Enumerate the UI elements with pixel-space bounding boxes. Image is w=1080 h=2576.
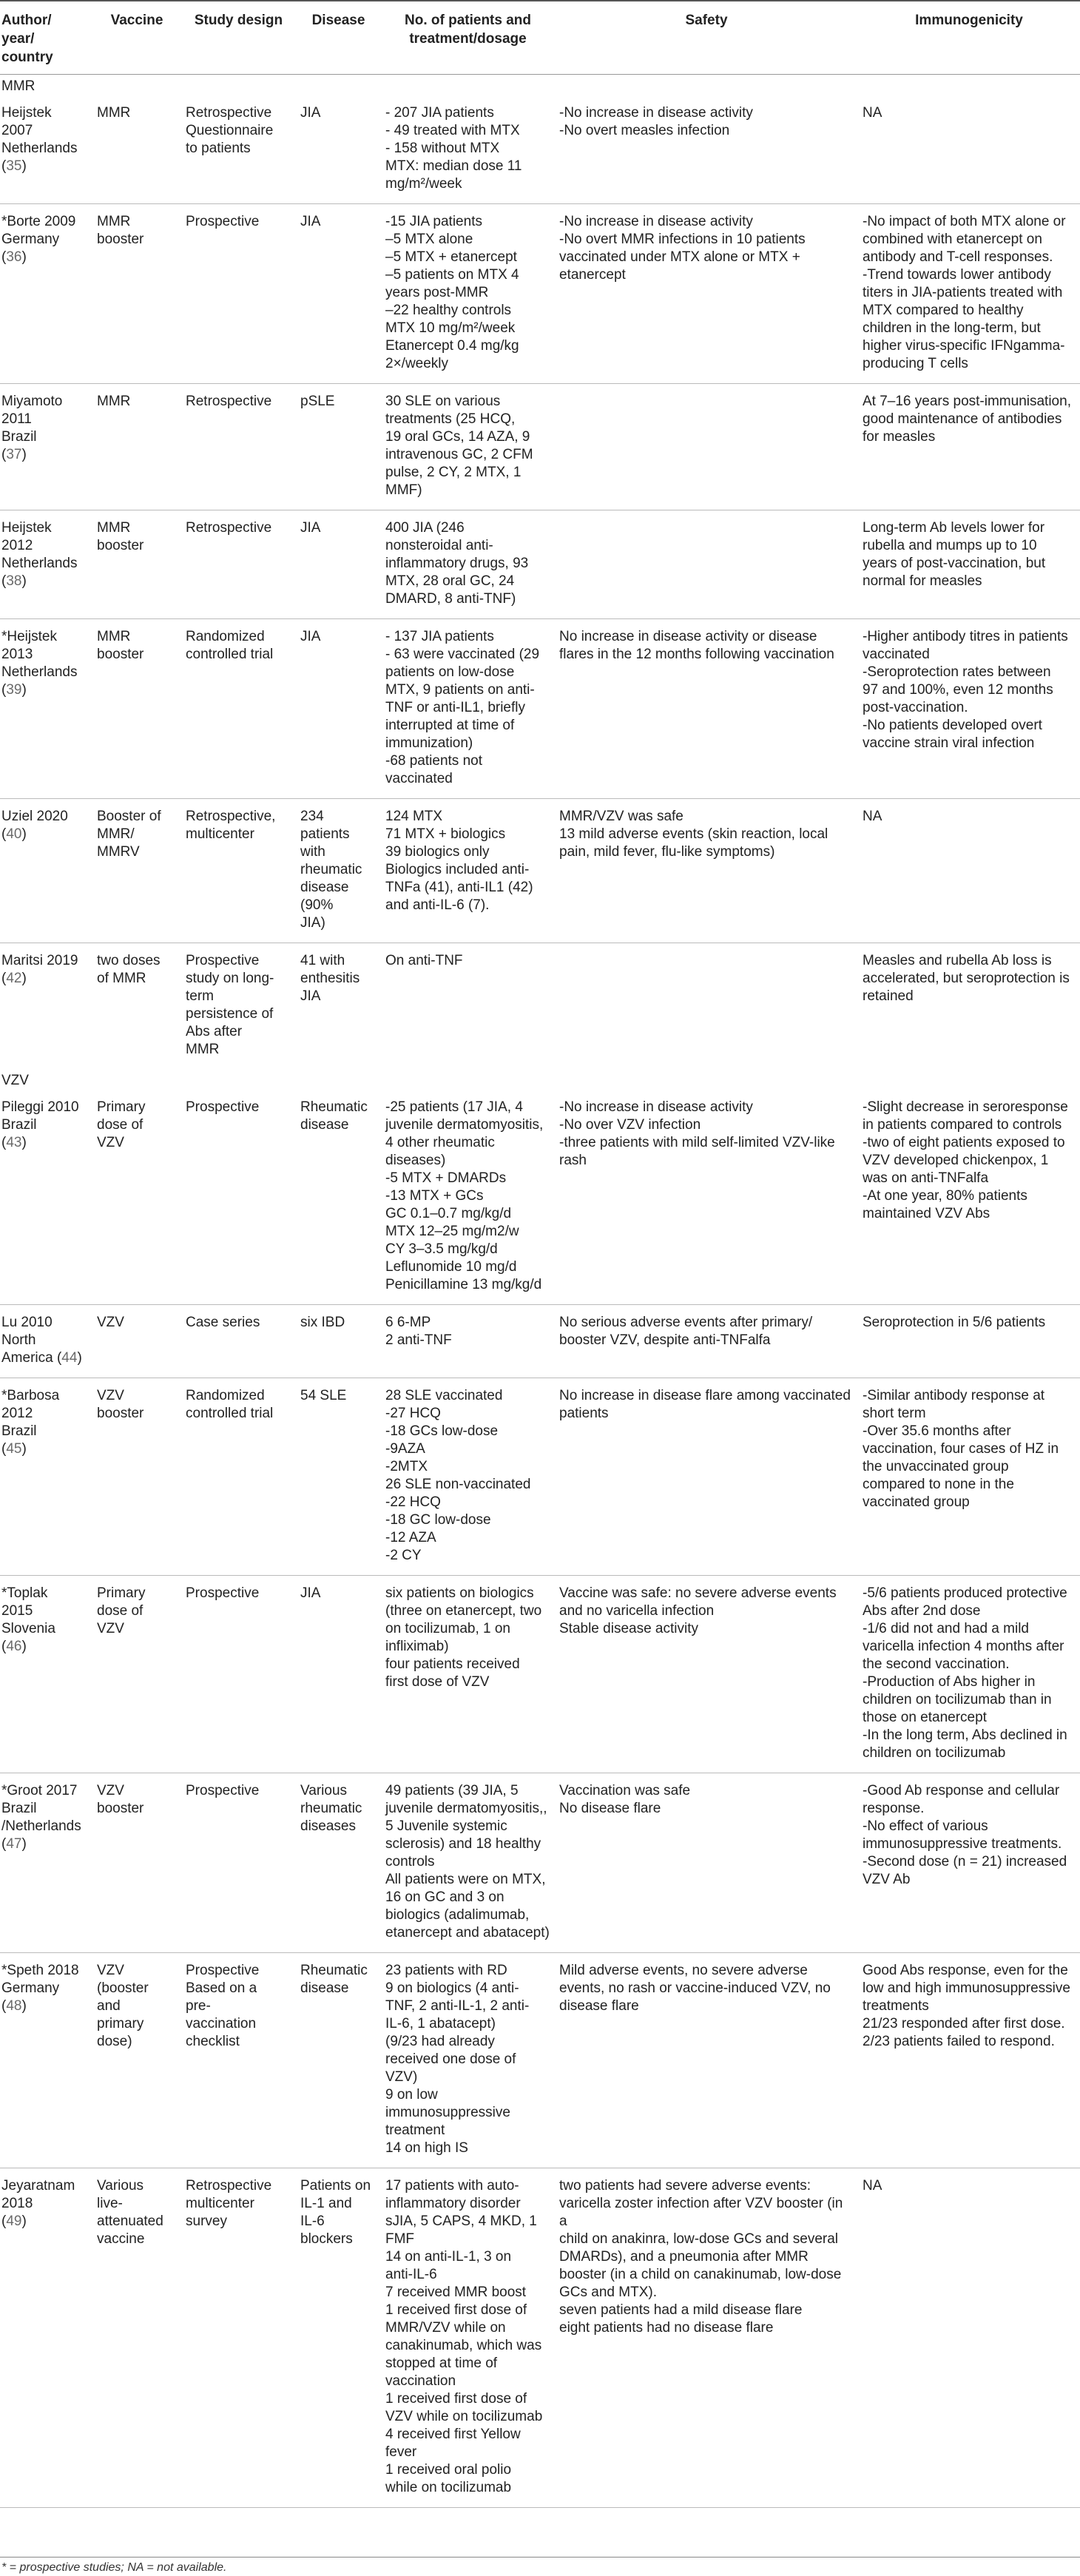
column-header: Study design bbox=[181, 4, 296, 75]
reference-link[interactable]: 38 bbox=[6, 573, 22, 589]
immunogenicity-cell: At 7–16 years post-immunisation, good maintenance of antibodies for measles bbox=[858, 384, 1080, 510]
patients-cell: 17 patients with auto- inflammatory disorder sJIA, 5 CAPS, 4 MKD, 1 FMF 14 on anti-IL-1, 3 on anti-IL-6 7 received MMR boost 1 received first dose of MMR/VZV while on canakinumab, which was stopped at time of vaccination 1 received first dose of VZV while on tocilizumab 4 received first Yellow fever 1 received oral polio while on tocilizumab bbox=[381, 2168, 555, 2508]
design-cell: Retrospective Questionnaire to patients bbox=[181, 95, 296, 204]
design-cell: Prospective study on long- term persistence of Abs after MMR bbox=[186, 953, 274, 1057]
section-label: MMR bbox=[1, 78, 36, 94]
author-text: *Groot 2017 Brazil /Netherlands bbox=[1, 1783, 81, 1834]
design-cell: Case series bbox=[181, 1305, 296, 1378]
patients-cell: On anti-TNF bbox=[385, 953, 463, 968]
column-header: Disease bbox=[296, 4, 381, 75]
patients-cell: six patients on biologics (three on etanercept, two on tocilizumab, 1 on infliximab) four patients received first dose of VZV bbox=[381, 1576, 555, 1773]
author-text: *Borte 2009 Germany bbox=[1, 214, 76, 247]
disease-cell: JIA bbox=[296, 204, 381, 384]
section-row bbox=[0, 75, 1080, 96]
patients-cell: 30 SLE on various treatments (25 HCQ, 19 oral GCs, 14 AZA, 9 intravenous GC, 2 CFM pulse, 2 CY, 2 MTX, 1 MMF) bbox=[381, 384, 555, 510]
disease-cell: JIA bbox=[296, 95, 381, 204]
immunogenicity-cell: -5/6 patients produced protective Abs after 2nd dose -1/6 did not and had a mild varicella infection 4 months after the second vaccination. -Production of Abs higher in children on tocilizumab than in those on etanercept -In the long term, Abs declined in children on tocilizumab bbox=[858, 1576, 1080, 1773]
author-text: Heijstek 2012 Netherlands bbox=[1, 520, 78, 571]
patients-cell: 23 patients with RD 9 on biologics (4 anti- TNF, 2 anti-IL-1, 2 anti- IL-6, 1 abatacept) (9/23 had already received one dose of VZV) 9 on low immunosuppressive treatment 14 on high IS bbox=[381, 1953, 555, 2168]
patients-cell: 28 SLE vaccinated -27 HCQ -18 GCs low-dose -9AZA -2MTX 26 SLE non-vaccinated -22 HCQ -18 GC low-dose -12 AZA -2 CY bbox=[381, 1378, 555, 1576]
disease-cell: Patients on IL-1 and IL-6 blockers bbox=[296, 2168, 381, 2508]
patients-cell: 49 patients (39 JIA, 5 juvenile dermatomyositis,, 5 Juvenile systemic sclerosis) and 18 healthy controls All patients were on MTX, 16 on GC and 3 on biologics (adalimumab, etanercept and abatacept) bbox=[381, 1773, 555, 1953]
immunogenicity-cell: NA bbox=[858, 2168, 1080, 2508]
author-text: Miyamoto 2011 Brazil bbox=[1, 394, 63, 445]
design-cell: Prospective bbox=[181, 1090, 296, 1305]
author-cell: Heijstek 2012 Netherlands (38) bbox=[0, 510, 92, 619]
table-row bbox=[0, 510, 1080, 619]
disease-cell: JIA bbox=[296, 1576, 381, 1773]
column-header: Author/ year/ country bbox=[0, 4, 92, 75]
author-cell: *Barbosa 2012 Brazil (45) bbox=[0, 1378, 92, 1576]
disease-cell: Various rheumatic diseases bbox=[296, 1773, 381, 1953]
table-row bbox=[0, 204, 1080, 384]
immunogenicity-cell: -Similar antibody response at short term -Over 35.6 months after vaccination, four cases of HZ in the unvaccinated group compared to none in the vaccinated group bbox=[858, 1378, 1080, 1576]
author-text: Heijstek 2007 Netherlands bbox=[1, 105, 78, 156]
author-cell: Uziel 2020 (40) bbox=[0, 799, 92, 943]
safety-cell: Vaccine was safe: no severe adverse events and no varicella infection Stable disease activity bbox=[555, 1576, 858, 1773]
author-cell: Maritsi 2019 (42) bbox=[1, 953, 78, 986]
column-header: Vaccine bbox=[92, 4, 181, 75]
immunogenicity-cell: -Good Ab response and cellular response. -No effect of various immunosuppressive treatments. -Second dose (n = 21) increased VZV Ab bbox=[858, 1773, 1080, 1953]
disease-cell: 41 with enthesitis JIA bbox=[300, 953, 360, 1004]
table-row bbox=[0, 2168, 1080, 2508]
table-row bbox=[0, 619, 1080, 799]
table-row bbox=[0, 1773, 1080, 1953]
author-cell: Pileggi 2010 Brazil (43) bbox=[0, 1090, 92, 1305]
vaccine-cell: VZV (booster and primary dose) bbox=[92, 1953, 181, 2168]
patients-cell: 400 JIA (246 nonsteroidal anti- inflammatory drugs, 93 MTX, 28 oral GC, 24 DMARD, 8 anti-TNF) bbox=[381, 510, 555, 619]
table-row bbox=[0, 1090, 1080, 1305]
vaccine-studies-table bbox=[0, 4, 1080, 2508]
design-cell: Retrospective bbox=[181, 384, 296, 510]
disease-cell: 54 SLE bbox=[296, 1378, 381, 1576]
reference-link[interactable]: 49 bbox=[6, 2213, 22, 2229]
safety-cell bbox=[555, 384, 858, 510]
vaccine-cell: MMR booster bbox=[92, 204, 181, 384]
patients-cell: - 137 JIA patients - 63 were vaccinated (29 patients on low-dose MTX, 9 patients on anti- TNF or anti-IL1, briefly interrupted at time of immunization) -68 patients not vaccinated bbox=[381, 619, 555, 799]
design-cell: Retrospective multicenter survey bbox=[181, 2168, 296, 2508]
table-row bbox=[0, 384, 1080, 510]
table-row bbox=[0, 799, 1080, 943]
author-text: Uziel 2020 bbox=[1, 809, 68, 824]
author-text: Maritsi 2019 bbox=[1, 953, 78, 968]
column-header: Immunogenicity bbox=[858, 4, 1080, 75]
reference-link[interactable]: 42 bbox=[6, 971, 22, 986]
author-text: *Toplak 2015 Slovenia bbox=[1, 1585, 55, 1636]
safety-cell: two patients had severe adverse events: varicella zoster infection after VZV booster (in a child on anakinra, low-dose GCs and several DMARDs), and a pneumonia after MMR booster (in a child on canakinumab, low-dose GCs and MTX). seven patients had a mild disease flare eight patients had no disease flare bbox=[555, 2168, 858, 2508]
vaccine-cell: MMR booster bbox=[92, 619, 181, 799]
immunogenicity-cell: Long-term Ab levels lower for rubella and mumps up to 10 years of post-vaccination, but normal for measles bbox=[858, 510, 1080, 619]
table-row bbox=[0, 1953, 1080, 2168]
immunogenicity-cell: Seroprotection in 5/6 patients bbox=[858, 1305, 1080, 1378]
top-rule bbox=[0, 0, 1080, 1]
patients-cell: 6 6-MP 2 anti-TNF bbox=[381, 1305, 555, 1378]
design-cell: Retrospective, multicenter bbox=[181, 799, 296, 943]
reference-link[interactable]: 48 bbox=[6, 1998, 22, 2014]
patients-cell: -15 JIA patients –5 MTX alone –5 MTX + etanercept –5 patients on MTX 4 years post-MMR –22 healthy controls MTX 10 mg/m²/week Etanercept 0.4 mg/kg 2×/weekly bbox=[381, 204, 555, 384]
reference-link[interactable]: 40 bbox=[6, 826, 22, 842]
safety-cell: No increase in disease activity or disease flares in the 12 months following vaccination bbox=[555, 619, 858, 799]
reference-link[interactable]: 39 bbox=[6, 682, 22, 698]
vaccine-cell: Various live- attenuated vaccine bbox=[92, 2168, 181, 2508]
author-text: *Heijstek 2013 Netherlands bbox=[1, 629, 78, 680]
author-text: Pileggi 2010 Brazil bbox=[1, 1099, 79, 1133]
author-text: *Barbosa 2012 Brazil bbox=[1, 1388, 60, 1439]
immunogenicity-cell: Good Abs response, even for the low and high immunosuppressive treatments 21/23 responded after first dose. 2/23 patients failed to respond. bbox=[858, 1953, 1080, 2168]
vaccine-cell: Primary dose of VZV bbox=[92, 1090, 181, 1305]
vaccine-cell: Booster of MMR/ MMRV bbox=[92, 799, 181, 943]
vaccine-cell: VZV booster bbox=[92, 1773, 181, 1953]
immunogenicity-cell: NA bbox=[858, 799, 1080, 943]
safety-cell: -No increase in disease activity -No over VZV infection -three patients with mild self-limited VZV-like rash bbox=[555, 1090, 858, 1305]
header-row bbox=[0, 4, 1080, 75]
patients-cell: 124 MTX 71 MTX + biologics 39 biologics only Biologics included anti- TNFa (41), anti-IL1 (42) and anti-IL-6 (7). bbox=[381, 799, 555, 943]
design-cell: Prospective bbox=[181, 1773, 296, 1953]
table-row bbox=[0, 1305, 1080, 1378]
author-text: Lu 2010 North America bbox=[1, 1315, 53, 1366]
section-row bbox=[0, 1069, 1080, 1090]
table-row bbox=[0, 95, 1080, 204]
design-cell: Retrospective bbox=[181, 510, 296, 619]
author-cell: *Groot 2017 Brazil /Netherlands (47) bbox=[0, 1773, 92, 1953]
safety-cell: MMR/VZV was safe 13 mild adverse events (skin reaction, local pain, mild fever, flu-like symptoms) bbox=[555, 799, 858, 943]
vaccine-cell: MMR booster bbox=[92, 510, 181, 619]
vaccine-cell: MMR bbox=[92, 95, 181, 204]
reference-link[interactable]: 37 bbox=[6, 447, 22, 462]
vaccine-cell: two doses of MMR bbox=[97, 953, 161, 986]
column-header: No. of patients and treatment/dosage bbox=[381, 4, 555, 75]
section-label: VZV bbox=[1, 1073, 29, 1088]
author-cell: Heijstek 2007 Netherlands (35) bbox=[0, 95, 92, 204]
author-cell: Lu 2010 North America (44) bbox=[0, 1305, 92, 1378]
design-cell: Prospective bbox=[181, 204, 296, 384]
immunogenicity-cell: Measles and rubella Ab loss is accelerated, but seroprotection is retained bbox=[863, 953, 1070, 1004]
disease-cell: six IBD bbox=[296, 1305, 381, 1378]
immunogenicity-cell: -No impact of both MTX alone or combined with etanercept on antibody and T-cell responses. -Trend towards lower antibody titers in JIA-patients treated with MTX compared to healthy children in the long-term, but higher virus-specific IFNgamma- producing T cells bbox=[858, 204, 1080, 384]
table-footnote: * = prospective studies; NA = not available. bbox=[1, 2561, 227, 2574]
immunogenicity-cell: -Higher antibody titres in patients vaccinated -Seroprotection rates between 97 and 100%, even 12 months post-vaccination. -No patients developed overt vaccine strain viral infection bbox=[858, 619, 1080, 799]
safety-cell: -No increase in disease activity -No overt measles infection bbox=[555, 95, 858, 204]
author-cell: *Heijstek 2013 Netherlands (39) bbox=[0, 619, 92, 799]
table-row bbox=[0, 1576, 1080, 1773]
bottom-rule bbox=[0, 2557, 1080, 2558]
vaccine-cell: VZV booster bbox=[92, 1378, 181, 1576]
vaccine-cell: VZV bbox=[92, 1305, 181, 1378]
disease-cell: Rheumatic disease bbox=[296, 1090, 381, 1305]
disease-cell: pSLE bbox=[296, 384, 381, 510]
patients-cell: - 207 JIA patients - 49 treated with MTX - 158 without MTX MTX: median dose 11 mg/m²/week bbox=[381, 95, 555, 204]
safety-cell: No serious adverse events after primary/ booster VZV, despite anti-TNFalfa bbox=[555, 1305, 858, 1378]
reference-link[interactable]: 47 bbox=[6, 1836, 22, 1852]
reference-link[interactable]: 35 bbox=[6, 158, 22, 174]
disease-cell: 234 patients with rheumatic disease (90% JIA) bbox=[296, 799, 381, 943]
table-row bbox=[0, 1378, 1080, 1576]
vaccine-cell: MMR bbox=[92, 384, 181, 510]
safety-cell bbox=[555, 943, 858, 1070]
column-header: Safety bbox=[555, 4, 858, 75]
author-cell: *Speth 2018 Germany (48) bbox=[0, 1953, 92, 2168]
design-cell: Prospective bbox=[181, 1576, 296, 1773]
design-cell: Randomized controlled trial bbox=[181, 1378, 296, 1576]
table-row bbox=[0, 943, 1080, 1070]
disease-cell: JIA bbox=[296, 510, 381, 619]
reference-link[interactable]: 46 bbox=[6, 1639, 22, 1654]
safety-cell: Vaccination was safe No disease flare bbox=[555, 1773, 858, 1953]
reference-link[interactable]: 44 bbox=[61, 1350, 78, 1366]
author-cell: Jeyaratnam 2018 (49) bbox=[0, 2168, 92, 2508]
design-cell: Prospective Based on a pre- vaccination checklist bbox=[181, 1953, 296, 2168]
author-cell: Miyamoto 2011 Brazil (37) bbox=[0, 384, 92, 510]
reference-link[interactable]: 43 bbox=[6, 1135, 22, 1150]
author-cell: *Borte 2009 Germany (36) bbox=[0, 204, 92, 384]
author-text: Jeyaratnam 2018 bbox=[1, 2178, 75, 2211]
author-cell: *Toplak 2015 Slovenia (46) bbox=[0, 1576, 92, 1773]
reference-link[interactable]: 45 bbox=[6, 1441, 22, 1457]
immunogenicity-cell: NA bbox=[858, 95, 1080, 204]
vaccine-cell: Primary dose of VZV bbox=[92, 1576, 181, 1773]
safety-cell: No increase in disease flare among vaccinated patients bbox=[555, 1378, 858, 1576]
safety-cell: Mild adverse events, no severe adverse events, no rash or vaccine-induced VZV, no disease flare bbox=[555, 1953, 858, 2168]
author-text: *Speth 2018 Germany bbox=[1, 1963, 79, 1996]
safety-cell bbox=[555, 510, 858, 619]
patients-cell: -25 patients (17 JIA, 4 juvenile dermatomyositis, 4 other rheumatic diseases) -5 MTX + DMARDs -13 MTX + GCs GC 0.1–0.7 mg/kg/d MTX 12–25 mg/m2/w CY 3–3.5 mg/kg/d Leflunomide 10 mg/d Penicillamine 13 mg/kg/d bbox=[381, 1090, 555, 1305]
design-cell: Randomized controlled trial bbox=[181, 619, 296, 799]
reference-link[interactable]: 36 bbox=[6, 249, 22, 265]
safety-cell: -No increase in disease activity -No overt MMR infections in 10 patients vaccinated under MTX alone or MTX + etanercept bbox=[555, 204, 858, 384]
disease-cell: JIA bbox=[296, 619, 381, 799]
immunogenicity-cell: -Slight decrease in seroresponse in patients compared to controls -two of eight patients exposed to VZV developed chickenpox, 1 was on anti-TNFalfa -At one year, 80% patients maintained VZV Abs bbox=[858, 1090, 1080, 1305]
disease-cell: Rheumatic disease bbox=[296, 1953, 381, 2168]
